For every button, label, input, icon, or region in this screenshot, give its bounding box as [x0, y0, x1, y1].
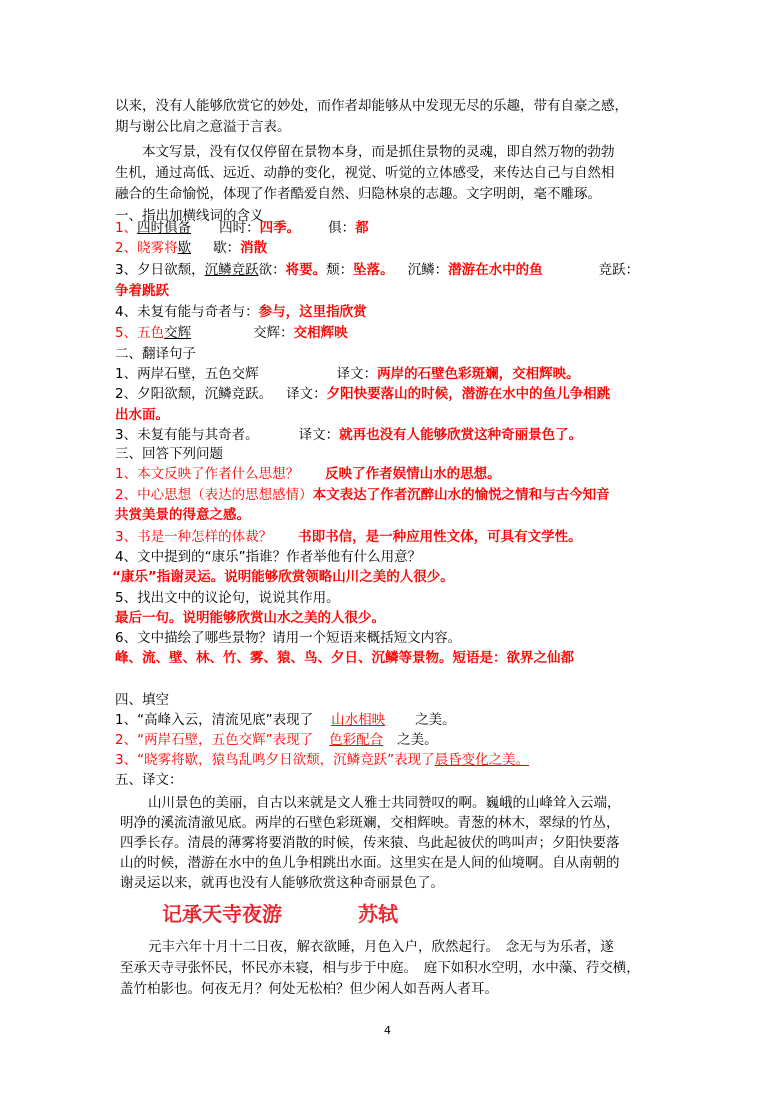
intro-line: 融合的生命愉悦，体现了作者酷爱自然、归隐林泉的志趣。文字明朗，毫不雕琢。: [115, 186, 601, 202]
translation-line: 山川景色的美丽，自古以来就是文人雅士共同赞叹的啊。巍峨的山峰耸入云端，: [148, 795, 621, 811]
s3-q5-answer: 最后一句。说明能够欣赏山水之美的人很少。: [115, 610, 385, 626]
s3-q5: 5、找出文中的议论句，说说其作用。: [115, 590, 340, 606]
s2-t2: 2、夕阳欲颓，沉鳞竞跃。 译文：夕阳快要落山的时候，潜游在水中的鱼儿争相跳: [115, 386, 611, 402]
s4-f2: 2、“两岸石壁，五色交辉”表现了 色彩配合 之美。: [115, 732, 438, 748]
intro-line: 以来，没有人能够欣赏它的妙处，而作者却能够从中发现无尽的乐趣，带有自豪之感，: [115, 98, 628, 114]
poem-author: 苏轼: [358, 902, 398, 926]
s3-q6: 6、文中描绘了哪些景物？请用一个短语来概括短文内容。: [115, 630, 462, 646]
text2-line: 元丰六年十月十二日夜，解衣欲睡，月色入户，欣然起行。 念无与为乐者，遂: [148, 939, 614, 955]
s3-q2: 2、中心思想（表达的思想感情）本文表达了作者沉醉山水的愉悦之情和与古今知音: [115, 487, 610, 503]
s1-q1: 1、四时俱备 四时：四季。 俱：都: [115, 220, 369, 236]
s1-q3-cont: 争着跳跃: [115, 283, 169, 299]
s1-q4: 4、未复有能与奇者与：参与，这里指欣赏: [115, 304, 367, 320]
intro-line: 期与谢公比肩之意溢于言表。: [115, 119, 291, 135]
s3-q2-cont: 共赏美景的得意之感。: [115, 507, 250, 523]
intro-line: 生机，通过高低、远近、动静的变化，视觉、听觉的立体感受，来传达自己与自然相: [115, 165, 615, 181]
s4-f1: 1、“高峰入云，清流见底”表现了 山水相映 之美。: [115, 712, 456, 728]
section-heading: 五、译文：: [115, 772, 183, 788]
s1-q5: 5、五色交辉 交辉：交相辉映: [115, 325, 348, 341]
translation-line: 谢灵运以来，就再也没有人能够欣赏这种奇丽景色了。: [120, 875, 444, 891]
translation-line: 明净的溪流清澈见底。两岸的石壁色彩斑斓，交相辉映。青葱的林木，翠绿的竹丛，: [120, 815, 620, 831]
section-heading: 四、填空: [115, 692, 169, 708]
s3-q4-answer: “康乐”指谢灵运。说明能够欣赏领略山川之美的人很少。: [112, 569, 454, 585]
s2-t2-cont: 出水面。: [115, 407, 169, 423]
s3-q6-answer: 峰、流、壁、林、竹、雾、猿、鸟、夕日、沉鳞等景物。短语是：欲界之仙都: [115, 650, 574, 666]
s2-t3: 3、未复有能与其奇者。 译文：就再也没有人能够欣赏这种奇丽景色了。: [115, 427, 583, 443]
poem-title: 记承天寺夜游: [162, 902, 282, 926]
s2-t1: 1、两岸石壁，五色交辉 译文：两岸的石壁色彩斑斓，交相辉映。: [115, 366, 580, 382]
s3-q4: 4、文中提到的“康乐”指谁？作者举他有什么用意？: [115, 549, 422, 565]
s3-q1: 1、本文反映了作者什么思想？ 反映了作者娱情山水的思想。: [115, 466, 501, 482]
text2-line: 至承天寺寻张怀民，怀民亦未寝，相与步于中庭。 庭下如积水空明，水中藻、荇交横，: [120, 960, 640, 976]
s1-q3: 3、夕日欲颓，沉鳞竞跃欲：将要。颓：坠落。 沉鳞：潜游在水中的鱼 竞跃：: [115, 262, 640, 278]
section-heading: 三、回答下列问题: [115, 446, 223, 462]
text2-line: 盖竹柏影也。何夜无月？何处无松柏？但少闲人如吾两人者耳。: [120, 981, 498, 997]
translation-line: 山的时候，潜游在水中的鱼儿争相跳出水面。这里实在是人间的仙境啊。自从南朝的: [120, 855, 620, 871]
s4-f3: 3、“晓雾将歇，猿鸟乱鸣夕日欲颓，沉鳞竞跃”表现了晨昏变化之美。: [115, 752, 530, 768]
s1-q2: 2、晓雾将歇 歇：消散: [115, 240, 268, 256]
page-number: 4: [384, 1024, 391, 1037]
intro-line: 本文写景，没有仅仅停留在景物本身，而是抓住景物的灵魂，即自然万物的勃勃: [142, 144, 615, 160]
section-heading: 二、翻译句子: [115, 346, 196, 362]
section-heading: 一、指出加横线词的含义: [115, 208, 264, 224]
translation-line: 四季长存。清晨的薄雾将要消散的时候，传来猿、鸟此起彼伏的鸣叫声；夕阳快要落: [120, 835, 620, 851]
s3-q3: 3、书是一种怎样的体裁？ 书即书信，是一种应用性文体，可具有文学性。: [115, 529, 582, 545]
